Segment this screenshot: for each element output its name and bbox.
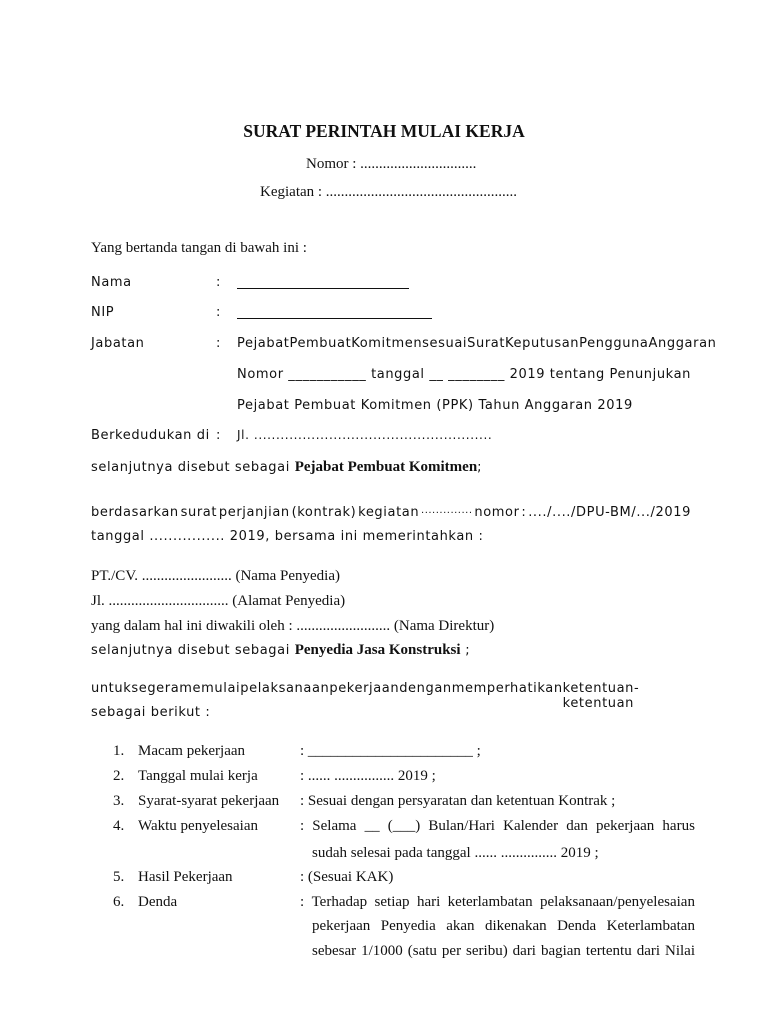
word: pelaksanaan [240, 681, 330, 696]
word: Komitmen [351, 336, 423, 351]
item-number: 5. [113, 869, 125, 885]
word: dan [566, 818, 588, 834]
word: : [300, 818, 305, 834]
item-value: : Sesuai dengan persyaratan dan ketentuan Kontrak ; [300, 793, 616, 809]
word: Penunjukan [609, 367, 691, 382]
word: tentang [549, 367, 605, 382]
word: dikenakan [484, 918, 547, 934]
selanjutnya-text: selanjutnya disebut sebagai [91, 643, 295, 658]
word: keterlambatan [447, 894, 533, 910]
word: harus [662, 818, 695, 834]
kegiatan-line: Kegiatan : ................................................... [260, 184, 518, 200]
word: (___) [387, 818, 421, 834]
word: : [300, 894, 305, 910]
item-number: 4. [113, 818, 125, 834]
item-value: : ...... ................ 2019 ; [300, 768, 436, 784]
jabatan-label: Jabatan [91, 336, 145, 351]
item-label: Denda [138, 894, 178, 910]
word: Nilai [665, 943, 695, 959]
item-label: Tanggal mulai kerja [138, 768, 258, 784]
item-6-line-2 [312, 918, 695, 935]
word: Selama [312, 818, 357, 834]
word: segera [131, 681, 180, 696]
selanjutnya-penyedia-line [91, 642, 470, 659]
word: seribu) [466, 943, 508, 959]
word: Kalender [503, 818, 559, 834]
berkedudukan-value: Jl. ...................................................... [237, 428, 493, 442]
word: memulai [179, 681, 241, 696]
word: Anggaran [648, 336, 717, 351]
word: memperhatikan [451, 681, 563, 696]
nip-colon: : [216, 305, 221, 320]
word: dari [512, 943, 536, 959]
word: __ [429, 367, 444, 382]
document-title: SURAT PERINTAH MULAI KERJA [243, 121, 525, 141]
item-4-line-2: sudah selesai pada tanggal ...... ............... 2019 ; [312, 845, 599, 861]
nama-label: Nama [91, 275, 132, 290]
berkedudukan-label: Berkedudukan di [91, 428, 210, 443]
word: (satu [407, 943, 437, 959]
nip-label: NIP [91, 305, 115, 320]
item-6-line-1 [300, 894, 695, 911]
item-value: : ______________________ ; [300, 743, 481, 759]
word: dari [636, 943, 661, 959]
untuk-line-2: sebagai berikut : [91, 705, 211, 720]
selanjutnya-text: selanjutnya disebut sebagai [91, 460, 295, 475]
word: pekerjaan [329, 681, 400, 696]
word: .............. [421, 505, 473, 516]
word: 2019 [509, 367, 546, 382]
word: per [441, 943, 462, 959]
berdasarkan-line-2: tanggal ................ 2019, bersama ini memerintahkan : [91, 529, 484, 544]
word: setiap [374, 894, 410, 910]
item-label: Hasil Pekerjaan [138, 869, 233, 885]
word: pekerjaan [312, 918, 371, 934]
penyedia-bold-text: Penyedia Jasa Konstruksi [294, 642, 461, 658]
pt-cv-line: PT./CV. ........................ (Nama Penyedia) [91, 568, 341, 584]
nip-blank-line [237, 318, 432, 319]
word: pelaksanaan/penyelesaian [540, 894, 695, 910]
word: Pembuat [289, 336, 352, 351]
jabatan-line-3: Pejabat Pembuat Komitmen (PPK) Tahun Anggaran 2019 [237, 398, 633, 413]
word: Keputusan [505, 336, 580, 351]
berkedudukan-colon: : [216, 428, 221, 443]
item-number: 1. [113, 743, 125, 759]
item-number: 6. [113, 894, 125, 910]
word: dengan [399, 681, 452, 696]
item-6-line-3 [312, 943, 695, 960]
semicolon: ; [460, 643, 471, 658]
word: ________ [448, 367, 505, 382]
item-label: Macam pekerjaan [138, 743, 246, 759]
intro-text: Yang bertanda tangan di bawah ini : [91, 240, 307, 256]
word: nomor [474, 505, 520, 520]
item-value: : (Sesuai KAK) [300, 869, 394, 885]
word: pekerjaan [596, 818, 655, 834]
jabatan-line-2 [237, 367, 691, 382]
word: ..../..../DPU-BM/.../2019 [528, 505, 691, 520]
word: bagian [540, 943, 581, 959]
word: surat [180, 505, 218, 520]
nama-colon: : [216, 275, 221, 290]
word: ___________ [288, 367, 367, 382]
item-number: 3. [113, 793, 125, 809]
word: sesuai [422, 336, 468, 351]
selanjutnya-ppk-line [91, 459, 482, 476]
berdasarkan-line-1 [91, 505, 691, 520]
jabatan-line-1 [237, 336, 717, 351]
nama-blank-line [237, 288, 409, 289]
word: Terhadap [311, 894, 368, 910]
word: berdasarkan [91, 505, 179, 520]
word: Denda [557, 918, 597, 934]
word: Keterlambatan [606, 918, 695, 934]
word: (kontrak) [291, 505, 357, 520]
word: Pengguna [579, 336, 649, 351]
word: Nomor [237, 367, 284, 382]
word: sebesar [312, 943, 357, 959]
word: untuk [91, 681, 132, 696]
semicolon: ; [477, 460, 483, 475]
word: kegiatan [358, 505, 420, 520]
item-label: Syarat-syarat pekerjaan [138, 793, 280, 809]
word: perjanjian [218, 505, 290, 520]
word: Pejabat [237, 336, 290, 351]
diwakili-line: yang dalam hal ini diwakili oleh : ......................... (Nama Direktur) [91, 618, 495, 634]
word: akan [446, 918, 475, 934]
ppk-bold-text: Pejabat Pembuat Komitmen [294, 459, 478, 475]
word: tertentu [585, 943, 632, 959]
word: : [521, 505, 527, 520]
word: 1/1000 [361, 943, 403, 959]
item-4-line-1 [300, 818, 695, 835]
word: __ [364, 818, 380, 834]
word: hari [416, 894, 441, 910]
word: ketentuan-ketentuan [562, 681, 640, 711]
item-number: 2. [113, 768, 125, 784]
word: Bulan/Hari [428, 818, 495, 834]
word: tanggal [371, 367, 425, 382]
word: Surat [467, 336, 506, 351]
nomor-line: Nomor : ............................... [306, 156, 477, 172]
item-label: Waktu penyelesaian [138, 818, 258, 834]
alamat-line: Jl. ................................ (Alamat Penyedia) [91, 593, 346, 609]
jabatan-colon: : [216, 336, 221, 351]
word: Penyedia [380, 918, 436, 934]
